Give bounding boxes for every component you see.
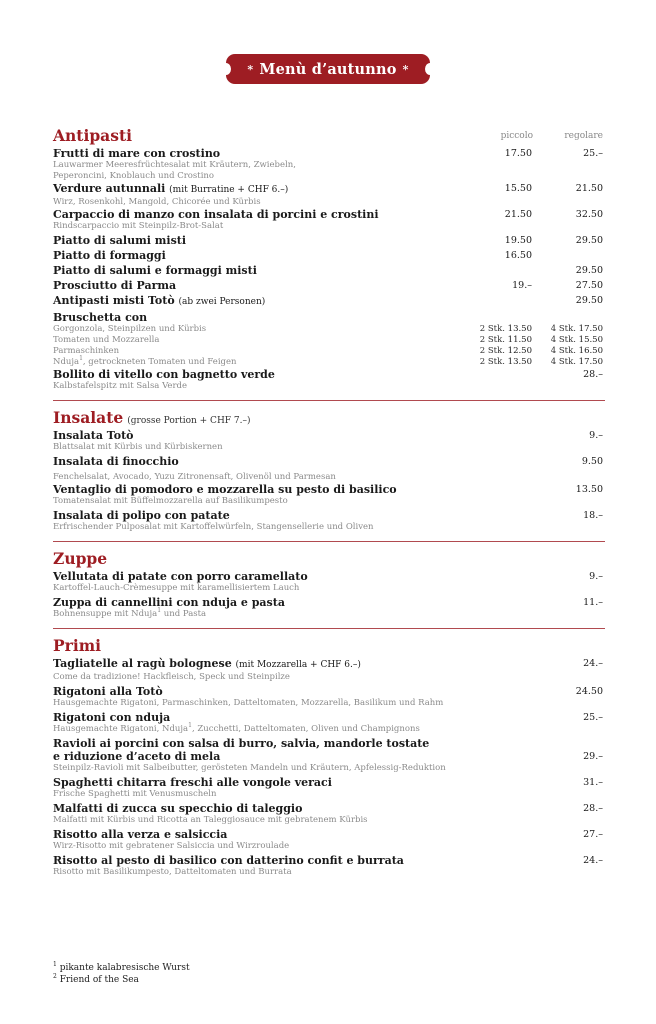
item-description: Rindscarpaccio mit Steinpilz-Brot-Salat (53, 221, 224, 231)
footnote-text: Friend of the Sea (56, 975, 139, 985)
price: 9.– (589, 430, 603, 441)
menu-item (53, 234, 605, 247)
menu-item (53, 264, 605, 277)
qty-label: 4 Stk. (550, 346, 576, 356)
label-text: , getrockneten Tomaten und Feigen (82, 357, 237, 367)
price: 9.50 (581, 456, 603, 467)
section-title: Antipasti (53, 126, 132, 145)
section-title: Primi (53, 636, 101, 655)
menu-item (53, 182, 605, 208)
section-divider (53, 541, 605, 542)
price-regolare: 17.50 (578, 324, 603, 334)
item-description: Kartoffel-Lauch-Crèmesuppe mit karamellisiertem Lauch (53, 583, 300, 593)
item-name: Risotto al pesto di basilico con datterino confit e burrata (53, 854, 404, 867)
qty-label: 4 Stk. (550, 357, 576, 367)
menu-item (53, 208, 605, 232)
price-regolare: 28.– (583, 369, 603, 380)
menu-item-bruschetta (53, 311, 605, 368)
price: 11.– (583, 597, 603, 608)
item-description: Kalbstafelspitz mit Salsa Verde (53, 381, 187, 391)
item-note: (mit Mozzarella + CHF 6.–) (235, 660, 361, 670)
item-name: Zuppa di cannellini con nduja e pasta (53, 596, 285, 609)
qty-label: 4 Stk. (550, 324, 576, 334)
bruschetta-label: Tomaten und Mozzarella (53, 335, 160, 345)
bruschetta-label: Parmaschinken (53, 346, 120, 356)
desc-text: Bohnensuppe mit Nduja (53, 609, 158, 619)
section-antipasti-header (53, 126, 605, 147)
price-regolare: 27.50 (575, 280, 603, 291)
item-description: Come da tradizione! Hackfleisch, Speck und Steinpilze (53, 672, 290, 682)
item-name: Piatto di formaggi (53, 249, 166, 262)
section-insalate-header (53, 408, 605, 429)
price-regolare: 29.50 (575, 295, 603, 306)
price: 28.– (583, 803, 603, 814)
price-piccolo: 15.50 (504, 183, 532, 194)
menu-item (53, 685, 605, 709)
price-piccolo: 13.50 (507, 324, 532, 334)
item-description: Risotto mit Basilikumpesto, Datteltomaten und Burrata (53, 867, 292, 877)
price: 24.50 (575, 686, 603, 697)
item-name: Tagliatelle al ragù bolognese (53, 657, 232, 670)
price: 13.50 (575, 484, 603, 495)
menu-content (53, 126, 605, 878)
item-description: Wirz, Rosenkohl, Mangold, Chicorée und Kürbis (53, 197, 261, 207)
price-regolare: 29.50 (575, 235, 603, 246)
item-description: Blattsalat mit Kürbis und Kürbiskernen (53, 442, 223, 452)
item-description (53, 609, 605, 620)
section-divider (53, 400, 605, 401)
item-name: Spaghetti chitarra freschi alle vongole veraci (53, 776, 332, 789)
menu-item (53, 294, 605, 309)
item-name: Bollito di vitello con bagnetto verde (53, 368, 275, 381)
footnote-mark: 1 (79, 355, 83, 363)
menu-item (53, 509, 605, 533)
footnote-mark: 2 (53, 973, 57, 980)
menu-item (53, 737, 605, 774)
column-regolare: regolare (564, 131, 603, 141)
price-piccolo: 19.50 (504, 235, 532, 246)
item-note: (mit Burratine + CHF 6.–) (169, 185, 289, 195)
item-description: Fenchelsalat, Avocado, Yuzu Zitronensaft, Olivenöl und Parmesan (53, 472, 336, 482)
menu-title-banner (226, 54, 430, 84)
menu-item (53, 776, 605, 800)
price: 31.– (583, 777, 603, 788)
item-name: Carpaccio di manzo con insalata di porcini e crostini (53, 208, 379, 221)
item-name: Piatto di salumi e formaggi misti (53, 264, 257, 277)
item-note: (ab zwei Personen) (178, 297, 266, 307)
menu-item (53, 657, 605, 683)
item-name-continued: e riduzione d’aceto di mela (53, 750, 221, 763)
menu-title: Menù d’autunno (259, 60, 397, 78)
item-description: Peperoncini, Knoblauch und Crostino (53, 171, 215, 181)
item-description: Steinpilz-Ravioli mit Salbeibutter, gerösteten Mandeln und Kräutern, Apfelessig-Reduktion (53, 763, 446, 773)
footnote-mark: 1 (53, 961, 57, 968)
footnote-text: pikante kalabresische Wurst (56, 963, 190, 973)
section-title: Zuppe (53, 549, 108, 568)
item-name: Prosciutto di Parma (53, 279, 177, 292)
desc-text: und Pasta (161, 609, 207, 619)
item-name: Risotto alla verza e salsiccia (53, 828, 228, 841)
menu-item (53, 596, 605, 620)
item-name: Frutti di mare con crostino (53, 147, 221, 160)
price-regolare: 25.– (583, 148, 603, 159)
footnote (53, 962, 190, 974)
price-piccolo: 13.50 (507, 357, 532, 367)
menu-item (53, 570, 605, 594)
price: 24.– (583, 658, 603, 669)
price-piccolo: 17.50 (504, 148, 532, 159)
footnote (53, 974, 190, 986)
bruschetta-row (53, 357, 605, 368)
menu-item (53, 828, 605, 852)
item-description: Tomatensalat mit Büffelmozzarella auf Basilikumpesto (53, 496, 288, 506)
item-name: Rigatoni alla Totò (53, 685, 163, 698)
footnotes (53, 962, 190, 986)
qty-label: 2 Stk. (479, 335, 505, 345)
menu-item (53, 147, 605, 182)
menu-item (53, 711, 605, 735)
item-name: Antipasti misti Totò (53, 294, 175, 307)
item-name: Insalata Totò (53, 429, 134, 442)
bruschetta-label: Gorgonzola, Steinpilzen und Kürbis (53, 324, 207, 334)
item-name: Insalata di finocchio (53, 455, 179, 468)
menu-item (53, 483, 605, 507)
footnote-mark: 1 (157, 607, 162, 615)
qty-label: 2 Stk. (479, 357, 505, 367)
label-text: Nduja (53, 357, 80, 367)
item-name: Malfatti di zucca su specchio di taleggio (53, 802, 303, 815)
menu-item (53, 279, 605, 292)
item-name: Insalata di polipo con patate (53, 509, 230, 522)
bruschetta-row (53, 324, 605, 335)
item-name: Vellutata di patate con porro caramellato (53, 570, 308, 583)
item-name: Verdure autunnali (53, 182, 166, 195)
section-primi-header (53, 636, 605, 657)
item-description: Malfatti mit Kürbis und Ricotta an Taleggiosauce mit gebratenem Kürbis (53, 815, 368, 825)
item-description (53, 724, 605, 735)
price-regolare: 21.50 (575, 183, 603, 194)
bruschetta-row (53, 346, 605, 357)
item-name: Rigatoni con nduja (53, 711, 171, 724)
bruschetta-label (53, 357, 237, 367)
price-regolare: 17.50 (578, 357, 603, 367)
star-left-icon: * (247, 62, 254, 76)
menu-item (53, 249, 605, 262)
price-regolare: 29.50 (575, 265, 603, 276)
qty-label: 2 Stk. (479, 324, 505, 334)
price-regolare: 32.50 (575, 209, 603, 220)
item-name: Bruschetta con (53, 311, 148, 324)
section-title: Insalate (53, 408, 124, 427)
menu-item (53, 854, 605, 878)
column-piccolo: piccolo (500, 131, 533, 141)
price-piccolo: 11.50 (507, 335, 532, 345)
price-piccolo: 12.50 (507, 346, 532, 356)
menu-item (53, 455, 605, 483)
menu-item (53, 802, 605, 826)
price: 9.– (589, 571, 603, 582)
price-piccolo: 16.50 (504, 250, 532, 261)
star-right-icon: * (402, 62, 409, 76)
price: 24.– (583, 855, 603, 866)
desc-text: Hausgemachte Rigatoni, Nduja (53, 724, 189, 734)
item-description: Hausgemachte Rigatoni, Parmaschinken, Datteltomaten, Mozzarella, Basilikum und Rahm (53, 698, 444, 708)
price-regolare: 15.50 (578, 335, 603, 345)
qty-label: 2 Stk. (479, 346, 505, 356)
price-piccolo: 19.– (512, 280, 532, 291)
section-zuppe-header (53, 549, 605, 570)
menu-item (53, 368, 605, 392)
price-regolare: 16.50 (578, 346, 603, 356)
price: 25.– (583, 712, 603, 723)
price-piccolo: 21.50 (504, 209, 532, 220)
price: 18.– (583, 510, 603, 521)
desc-text: , Zucchetti, Datteltomaten, Oliven und Champignons (191, 724, 420, 734)
price: 29.– (583, 751, 603, 762)
qty-label: 4 Stk. (550, 335, 576, 345)
item-description: Lauwarmer Meeresfrüchtesalat mit Kräutern, Zwiebeln, (53, 160, 296, 170)
section-note: (grosse Portion + CHF 7.–) (127, 416, 251, 426)
item-name: Ravioli ai porcini con salsa di burro, salvia, mandorle tostate (53, 737, 430, 750)
item-description: Erfrischender Pulposalat mit Kartoffelwürfeln, Stangensellerie und Oliven (53, 522, 374, 532)
section-divider (53, 628, 605, 629)
menu-item (53, 429, 605, 453)
item-name: Ventaglio di pomodoro e mozzarella su pesto di basilico (53, 483, 397, 496)
price: 27.– (583, 829, 603, 840)
item-name: Piatto di salumi misti (53, 234, 187, 247)
item-description: Wirz-Risotto mit gebratener Salsiccia und Wirzroulade (53, 841, 290, 851)
item-description: Frische Spaghetti mit Venusmuscheln (53, 789, 217, 799)
bruschetta-row (53, 335, 605, 346)
footnote-mark: 1 (188, 722, 192, 730)
